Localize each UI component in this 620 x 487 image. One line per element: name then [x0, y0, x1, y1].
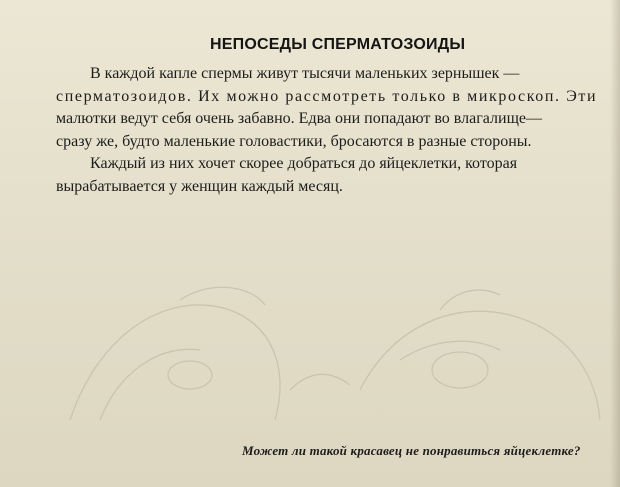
paragraph-line: Каждый из них хочет скорее добраться до яйцеклетки, которая	[90, 155, 518, 172]
paragraph-line: В каждой капле спермы живут тысячи маленьких зернышек —	[90, 65, 520, 82]
body-text	[56, 63, 616, 198]
paragraph-line: вырабатывается у женщин каждый месяц.	[56, 177, 343, 195]
paragraph-line: сразу же, будто маленькие головастики, бросаются в разные стороны.	[56, 132, 532, 150]
illustration-caption: Может ли такой красавец не понравиться яйцеклетке?	[242, 443, 581, 458]
paragraph-line: малютки ведут себя очень забавно. Едва они попадают во влагалище—	[56, 110, 543, 127]
paragraph-line: сперматозоидов. Их можно рассмотреть только в микроскоп. Эти	[56, 87, 598, 105]
faded-illustration	[60, 270, 620, 450]
page-title: НЕПОСЕДЫ СПЕРМАТОЗОИДЫ	[210, 36, 466, 53]
